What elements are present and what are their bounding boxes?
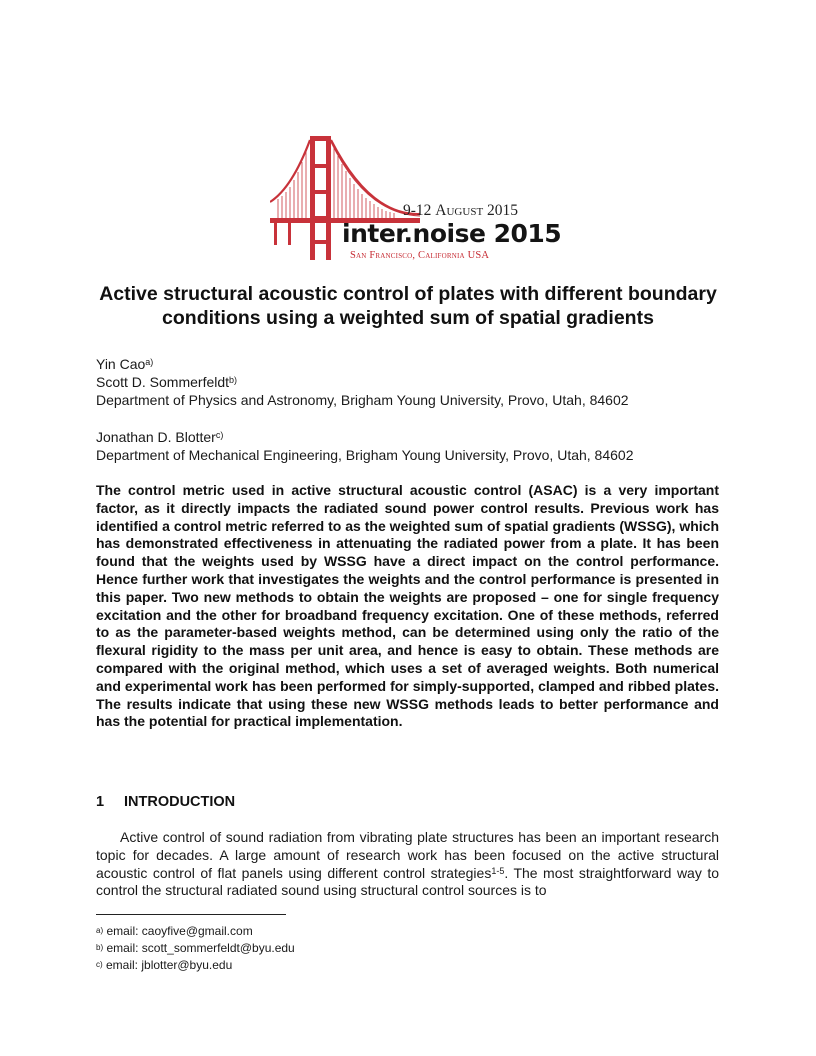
- abstract: The control metric used in active structural acoustic control (ASAC) is a very important factor, as it directly impacts the radiated sound power control results. Previous work has identified a control metric referred to as the weighted sum of spatial gradients (WSSG), which has demonstrated effectiveness in attenuating the radiated power from a plate. It has been found that the weights used by WSSG have a direct impact on the control performance. Hence further work that investigates the weights and the control performance is presented in this paper. Two new methods to obtain the weights are proposed – one for single frequency excitation and the other for broadband frequency excitation. One of these methods, referred to as the parameter-based weights method, can be determined using only the ratio of the flexural rigidity to the mass per unit area, and hence is easy to obtain. These methods are compared with the original method, which uses a set of averaged weights. Both numerical and experimental work has been performed for simply-supported, clamped and ribbed plates. The results indicate that using these new WSSG methods leads to better performance and has the potential for practical implementation.: [96, 482, 719, 730]
- section-heading: [96, 794, 235, 810]
- footnote-email: $^{c)}$ email: jblotter@byu.edu: [96, 958, 233, 972]
- author-group-1: [96, 355, 629, 409]
- footnote-email: $^{a)}$ email: caoyfive@gmail.com: [96, 924, 253, 938]
- paper-title-line-2: conditions using a weighted sum of spatial gradients: [162, 307, 654, 329]
- author-affiliation: Department of Physics and Astronomy, Brigham Young University, Provo, Utah, 84602: [96, 392, 629, 408]
- section-title: INTRODUCTION: [124, 794, 236, 810]
- footnotes: [96, 923, 295, 974]
- paper-title-line-1: Active structural acoustic control of plates with different boundary: [99, 283, 717, 305]
- conference-dates: 9-12 August 2015: [403, 202, 519, 219]
- conference-location: San Francisco, California USA: [350, 250, 490, 261]
- author-name: Scott D. Sommerfeldt$^{b)}$: [96, 374, 238, 390]
- footnote-email: $^{b)}$ email: scott_sommerfeldt@byu.edu: [96, 941, 295, 955]
- citation-ref: 1-5: [491, 865, 505, 876]
- author-affiliation: Department of Mechanical Engineering, Brigham Young University, Provo, Utah, 84602: [96, 447, 634, 463]
- footnote-divider: [96, 914, 286, 915]
- conference-name: inter.noise 2015: [342, 219, 562, 248]
- section-number: 1: [96, 794, 105, 810]
- author-name: Yin Cao$^{a)}$: [96, 356, 154, 372]
- intro-paragraph: Active control of sound radiation from vibrating plate structures has been an important research topic for decades. A large amount of research work has been focused on the active structural acoustic control of flat panels using different control strategies$^{1-5}$. The most straightforward way to control the structural radiated sound using structural control sources is to: [96, 829, 719, 899]
- paper-title: [60, 282, 756, 330]
- author-group-2: [96, 428, 634, 464]
- author-name: Jonathan D. Blotter$^{c)}$: [96, 429, 224, 445]
- conference-logo: [270, 130, 560, 266]
